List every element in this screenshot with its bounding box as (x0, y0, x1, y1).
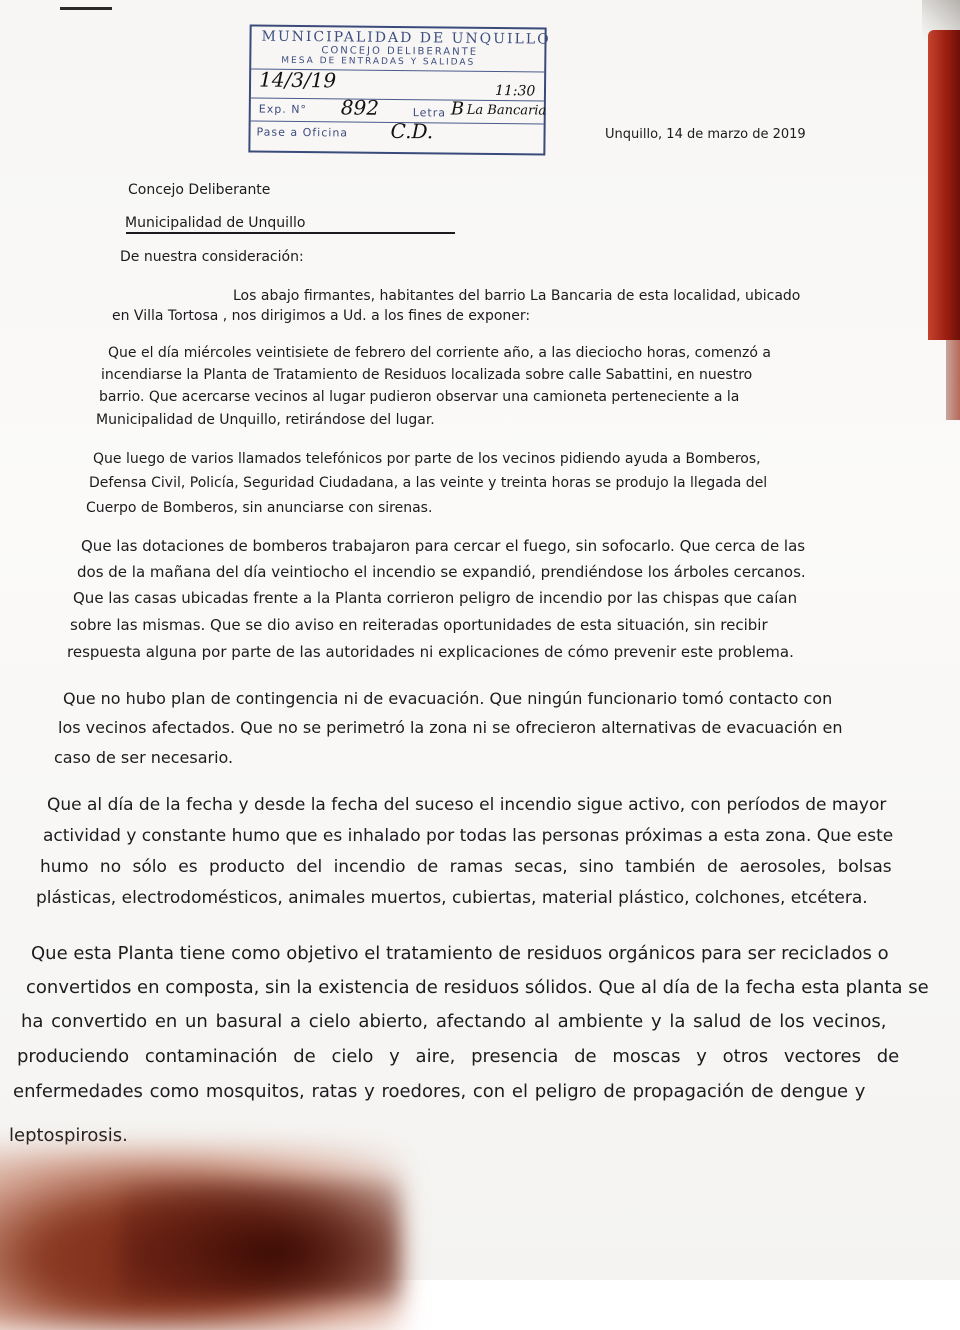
stamp-handwritten-exp-number: 892 (340, 95, 380, 120)
paragraph-1-line: incendiarse la Planta de Tratamiento de Residuos localizada sobre calle Sabattini, en nuestro (101, 367, 753, 383)
stamp-header-council: CONCEJO DELIBERANTE (321, 45, 479, 58)
intro-line: en Villa Tortosa , nos dirigimos a Ud. a los fines de exponer: (112, 308, 531, 324)
paragraph-6-line: Que esta Planta tiene como objetivo el tratamiento de residuos orgánicos para ser reciclados o (31, 943, 889, 964)
paragraph-2-line: Cuerpo de Bomberos, sin anunciarse con sirenas. (86, 500, 433, 516)
stamp-header-desk: MESA DE ENTRADAS Y SALIDAS (281, 55, 476, 68)
stamp-handwritten-time: 11:30 (494, 83, 536, 100)
paragraph-1-line: Que el día miércoles veintisiete de febrero del corriente año, a las dieciocho horas, comenzó a (108, 345, 771, 361)
reception-stamp (248, 24, 551, 155)
recipient-line-1: Concejo Deliberante (128, 182, 271, 198)
paragraph-3-line: sobre las mismas. Que se dio aviso en reiteradas oportunidades de esta situación, sin recibir (70, 616, 768, 634)
paragraph-3-line: dos de la mañana del día veintiocho el incendio se expandió, prendiéndose los árboles cercanos. (77, 563, 806, 581)
page-edge-mark (60, 7, 112, 10)
paragraph-1-line: barrio. Que acercarse vecinos al lugar pudieron observar una camioneta perteneciente a la (99, 389, 740, 405)
paragraph-4-line: Que no hubo plan de contingencia ni de evacuación. Que ningún funcionario tomó contacto con (63, 689, 833, 708)
stamp-exp-label: Exp. N° (258, 102, 308, 117)
paragraph-5-line: plásticas, electrodomésticos, animales muertos, cubiertas, material plástico, colchones, etcétera. (36, 888, 868, 908)
stamp-handwritten-letra-note: La Bancaria (466, 102, 547, 119)
paragraph-3-line: Que las casas ubicadas frente a la Planta corrieron peligro de incendio por las chispas que caían (73, 589, 798, 607)
paragraph-2-line: Que luego de varios llamados telefónicos por parte de los vecinos pidiendo ayuda a Bomberos, (93, 451, 761, 467)
paragraph-5-line: actividad y constante humo que es inhalado por todas las personas próximas a esta zona. Que este (43, 826, 894, 846)
paragraph-6-line: leptospirosis. (9, 1125, 128, 1146)
background-red-object (928, 30, 960, 340)
paragraph-6-line: produciendo contaminación de cielo y aire, presencia de moscas y otros vectores de (17, 1046, 900, 1067)
recipient-underline (126, 232, 455, 234)
stamp-letra-label: Letra (412, 106, 447, 120)
stamp-header-municipality: MUNICIPALIDAD DE UNQUILLO (261, 28, 551, 48)
stamp-handwritten-pase: C.D. (390, 118, 434, 144)
stamp-pase-label: Pase a Oficina (256, 125, 349, 140)
paragraph-6-line: convertidos en composta, sin la existencia de residuos sólidos. Que al día de la fecha esta planta se (26, 977, 929, 998)
paragraph-6-line: enfermedades como mosquitos, ratas y roedores, con el peligro de propagación de dengue y (13, 1081, 866, 1102)
paragraph-3-line: respuesta alguna por parte de las autoridades ni explicaciones de cómo prevenir este problema. (67, 643, 794, 661)
paragraph-1-line: Municipalidad de Unquillo, retirándose del lugar. (96, 412, 435, 428)
salutation: De nuestra consideración: (120, 249, 304, 265)
paragraph-2-line: Defensa Civil, Policía, Seguridad Ciudadana, a las veinte y treinta horas se produjo la llegada del (89, 475, 768, 491)
letter-date: Unquillo, 14 de marzo de 2019 (605, 127, 806, 142)
paragraph-5-line: Que al día de la fecha y desde la fecha del suceso el incendio sigue activo, con períodos de mayor (47, 795, 887, 815)
background-red-object-edge (946, 340, 960, 420)
intro-line: Los abajo firmantes, habitantes del barrio La Bancaria de esta localidad, ubicado (233, 288, 801, 304)
stamp-handwritten-letra: B (450, 98, 465, 120)
paragraph-6-line: ha convertido en un basural a cielo abierto, afectando al ambiente y la salud de los vecinos, (21, 1011, 887, 1032)
stamp-handwritten-date: 14/3/19 (258, 67, 337, 93)
finger-blur-core (120, 1180, 400, 1300)
paragraph-3-line: Que las dotaciones de bomberos trabajaron para cercar el fuego, sin sofocarlo. Que cerca de las (81, 537, 806, 555)
paragraph-4-line: caso de ser necesario. (54, 748, 234, 767)
recipient-line-2: Municipalidad de Unquillo (125, 215, 306, 231)
paragraph-5-line: humo no sólo es producto del incendio de ramas secas, sino también de aerosoles, bolsas (40, 857, 892, 877)
paragraph-4-line: los vecinos afectados. Que no se perimetró la zona ni se ofrecieron alternativas de evacuación en (58, 718, 843, 737)
